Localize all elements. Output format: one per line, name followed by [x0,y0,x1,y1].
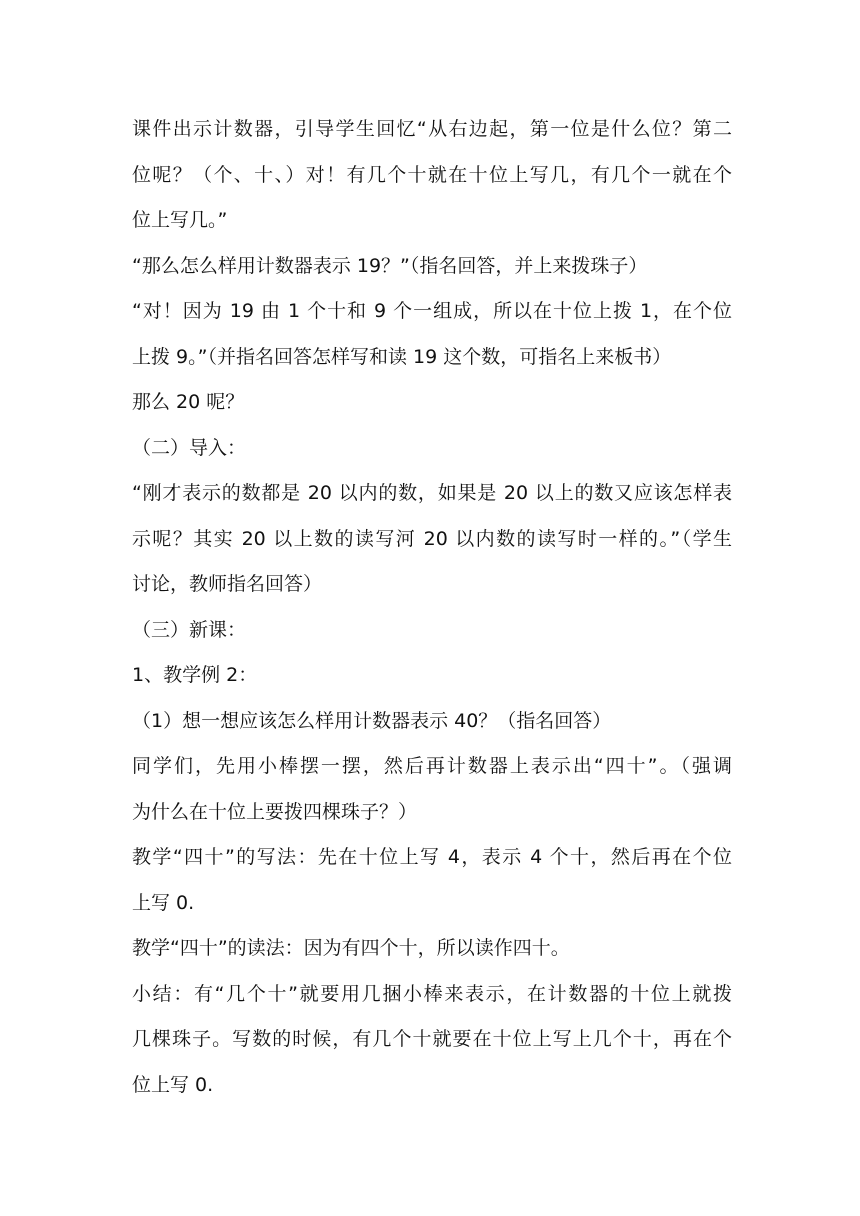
text-line: 上拨 9。”（并指名回答怎样写和读 19 这个数，可指名上来板书） [132,345,672,368]
text-line: 教学“四十”的写法：先在十位上写 4，表示 4 个十，然后再在个位 [132,846,732,868]
text-line: 同学们，先用小棒摆一摆，然后再计数器上表示出“四十”。（强调 [132,755,732,777]
paragraph-summary [132,972,732,1109]
text-line: 为什么在十位上要拨四棵珠子？） [132,800,418,823]
text-line: 课件出示计数器，引导学生回忆“从右边起，第一位是什么位？第二 [132,118,732,140]
text-line: （三）新课： [132,618,247,641]
paragraph-what-about-20 [132,380,732,426]
paragraph-writing-forty [132,835,732,926]
text-line: 位上写 0. [132,1073,214,1096]
paragraph-19-explained [132,289,732,380]
text-line: 上写 0. [132,891,195,914]
text-line: “刚才表示的数都是 20 以内的数，如果是 20 以上的数又应该怎样表 [132,482,732,504]
text-line: 1、教学例 2： [132,664,258,686]
paragraph-sticks-activity [132,744,732,835]
section-heading-intro [132,426,732,472]
paragraph-step-1 [132,699,732,745]
text-line: 讨论，教师指名回答） [132,573,323,595]
text-line: 位呢？（个、十、）对！有几个十就在十位上写几，有几个一就在个 [132,163,732,186]
section-heading-new-lesson [132,608,732,654]
text-line: 示呢？其实 20 以上数的读写河 20 以内数的读写时一样的。”（学生 [132,527,732,550]
text-line: 位上写几。” [132,209,228,231]
text-line: “对！因为 19 由 1 个十和 9 个一组成，所以在十位上拨 1，在个位 [132,300,732,322]
text-line: 那么 20 呢？ [132,391,245,413]
text-line: （二）导入： [132,436,247,459]
text-line: 几棵珠子。写数的时候，有几个十就要在十位上写上几个十，再在个 [132,1028,732,1050]
example-heading [132,653,732,699]
paragraph-counter-recall [132,107,732,244]
text-line: 教学“四十”的读法：因为有四个十，所以读作四十。 [132,937,570,959]
text-line: “那么怎么样用计数器表示 19？”（指名回答，并上来拨珠子） [132,254,648,277]
document-body [132,107,732,1108]
paragraph-show-19 [132,244,732,290]
paragraph-reading-forty [132,926,732,972]
paragraph-intro-text [132,471,732,608]
text-line: 小结：有“几个十”就要用几捆小棒来表示，在计数器的十位上就拨 [132,982,732,1005]
text-line: （1）想一想应该怎么样用计数器表示 40？（指名回答） [132,709,612,732]
